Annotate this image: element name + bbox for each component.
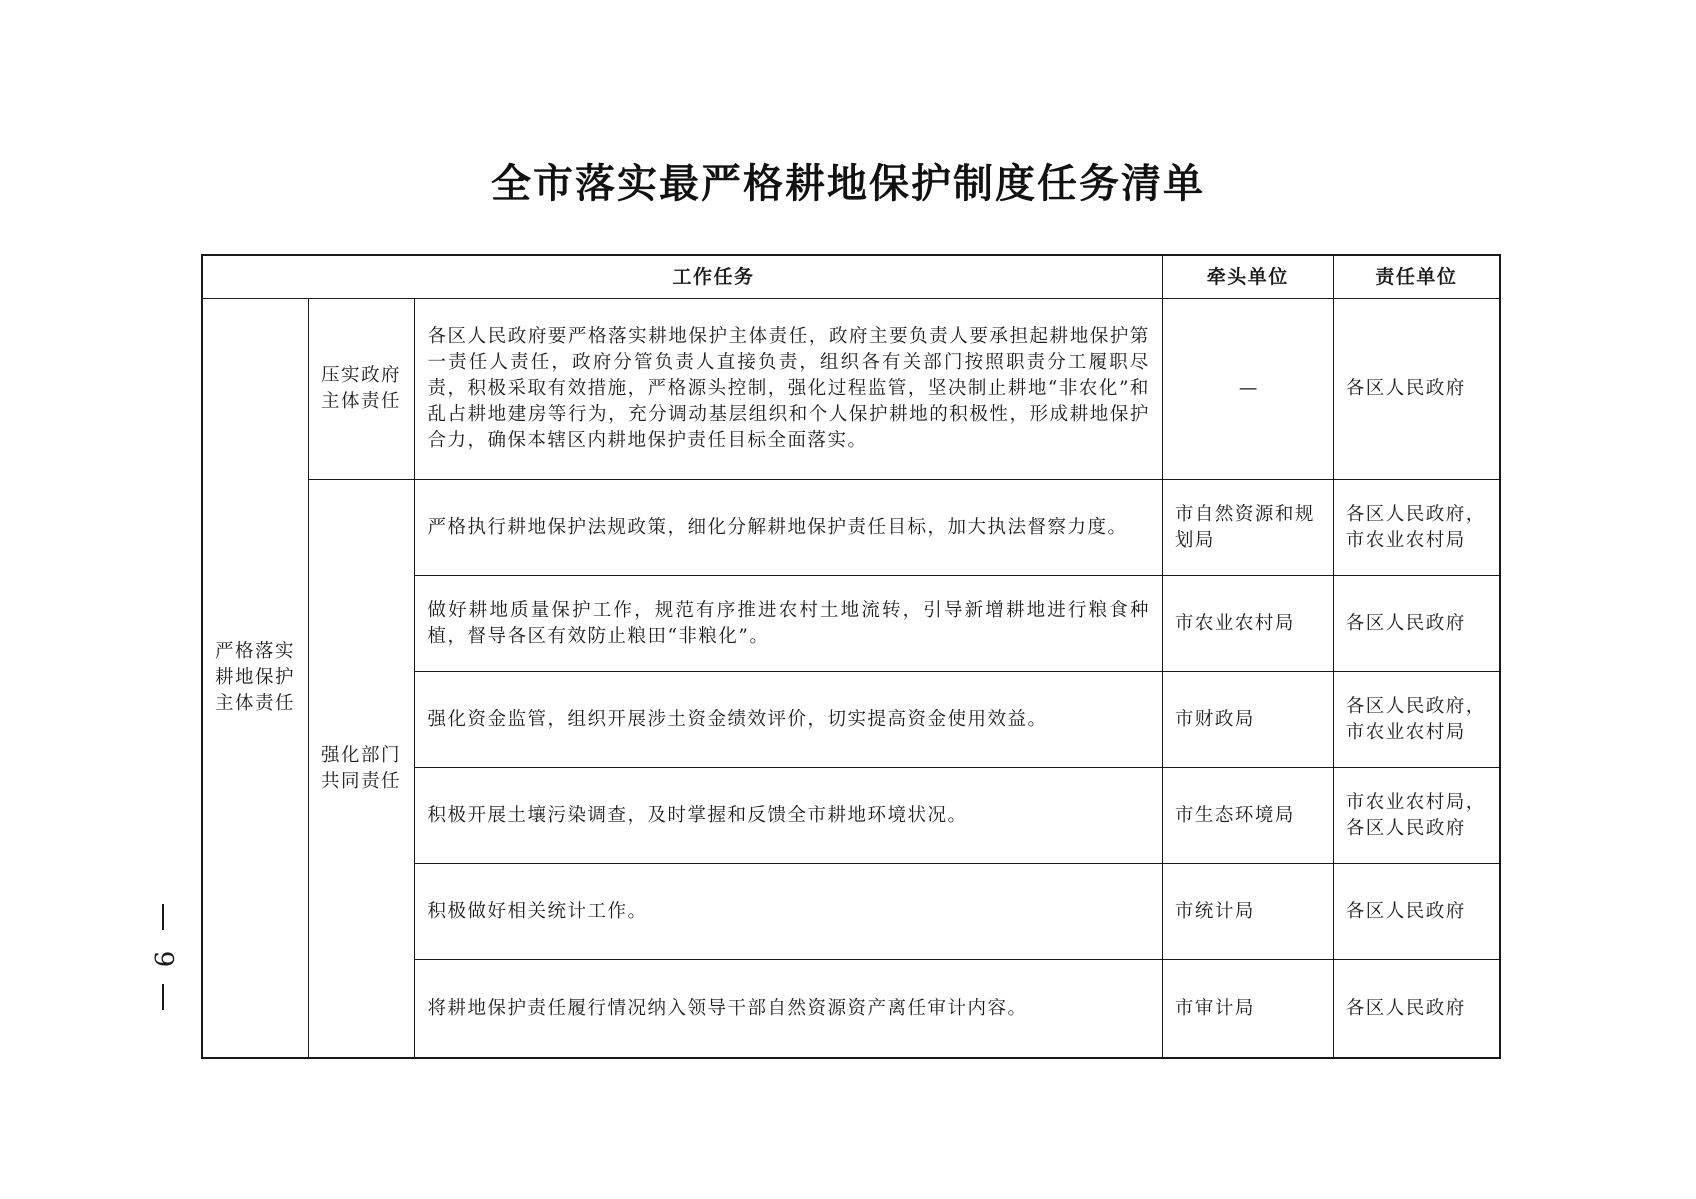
lead-unit-cell: 市自然资源和规划局: [1162, 480, 1333, 576]
page-title: 全市落实最严格耕地保护制度任务清单: [491, 161, 1205, 207]
responsible-unit-cell: 各区人民政府: [1333, 299, 1500, 480]
header-lead-unit: 牵头单位: [1162, 255, 1333, 299]
page-number-marker: [148, 904, 178, 1014]
task-cell: 积极做好相关统计工作。: [415, 864, 1162, 960]
lead-unit-cell: 市审计局: [1162, 960, 1333, 1059]
task-cell: 严格执行耕地保护法规政策，细化分解耕地保护责任目标，加大执法督察力度。: [415, 480, 1162, 576]
responsible-unit-cell: 各区人民政府，市农业农村局: [1333, 672, 1500, 768]
page-number: 9: [148, 950, 178, 968]
category-level2-cell: 强化部门共同责任: [308, 480, 414, 1059]
lead-unit-cell: 市财政局: [1162, 672, 1333, 768]
lead-unit-cell: 市农业农村局: [1162, 576, 1333, 672]
responsible-unit-cell: 各区人民政府: [1333, 576, 1500, 672]
header-responsible-unit: 责任单位: [1333, 255, 1500, 299]
responsible-unit-cell: 各区人民政府: [1333, 864, 1500, 960]
header-task: 工作任务: [202, 255, 1162, 299]
category-level2-cell: 压实政府主体责任: [308, 299, 414, 480]
lead-unit-cell: 市统计局: [1162, 864, 1333, 960]
page-marker-dash-top: [162, 904, 164, 930]
page-marker-dash-bottom: [162, 984, 164, 1010]
table-header-row: [202, 255, 1500, 299]
responsible-unit-cell: 各区人民政府，市农业农村局: [1333, 480, 1500, 576]
task-list-table: [201, 254, 1501, 1059]
lead-unit-cell: —: [1162, 299, 1333, 480]
table-row: [202, 480, 1500, 576]
task-cell: 做好耕地质量保护工作，规范有序推进农村土地流转，引导新增耕地进行粮食种植，督导各区有效防止粮田“非粮化”。: [415, 576, 1162, 672]
task-cell: 将耕地保护责任履行情况纳入领导干部自然资源资产离任审计内容。: [415, 960, 1162, 1059]
responsible-unit-cell: 各区人民政府: [1333, 960, 1500, 1059]
table-row: [202, 299, 1500, 480]
task-cell: 强化资金监管，组织开展涉土资金绩效评价，切实提高资金使用效益。: [415, 672, 1162, 768]
category-level1-cell: 严格落实耕地保护主体责任: [202, 299, 308, 1059]
task-cell: 各区人民政府要严格落实耕地保护主体责任，政府主要负责人要承担起耕地保护第一责任人责任，政府分管负责人直接负责，组织各有关部门按照职责分工履职尽责，积极采取有效措施，严格源头控制，强化过程监管，坚决制止耕地“非农化”和乱占耕地建房等行为，充分调动基层组织和个人保护耕地的积极性，形成耕地保护合力，确保本辖区内耕地保护责任目标全面落实。: [415, 299, 1162, 480]
lead-unit-cell: 市生态环境局: [1162, 768, 1333, 864]
responsible-unit-cell: 市农业农村局，各区人民政府: [1333, 768, 1500, 864]
task-cell: 积极开展土壤污染调查，及时掌握和反馈全市耕地环境状况。: [415, 768, 1162, 864]
